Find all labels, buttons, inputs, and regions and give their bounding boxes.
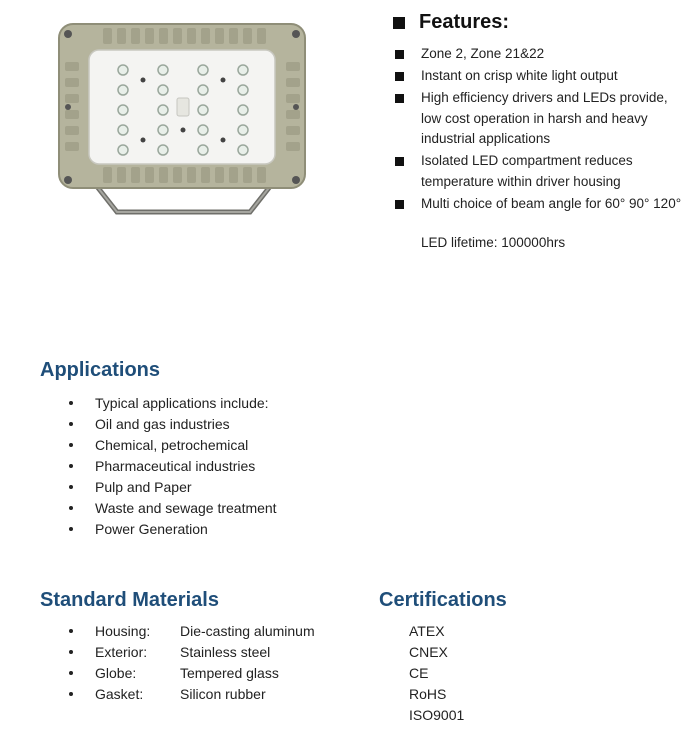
application-item: Oil and gas industries	[67, 414, 277, 435]
led-chip	[118, 125, 128, 135]
led-chip	[198, 105, 208, 115]
led-chip	[238, 125, 248, 135]
certification-item: CE	[409, 665, 429, 681]
led-chip	[198, 145, 208, 155]
features-title: Features:	[419, 11, 510, 33]
material-label: Housing:	[95, 623, 151, 639]
led-chip	[198, 85, 208, 95]
application-item: Chemical, petrochemical	[67, 435, 277, 456]
sensor-window	[177, 98, 189, 116]
material-value: Die-casting aluminum	[180, 623, 315, 639]
materials-heading: Standard Materials	[40, 589, 219, 611]
led-chip	[238, 105, 248, 115]
led-chip	[118, 105, 128, 115]
feature-item: Zone 2, Zone 21&22	[393, 44, 688, 65]
application-item: Pharmaceutical industries	[67, 456, 277, 477]
led-chip	[118, 65, 128, 75]
floodlight-product-image	[55, 22, 310, 218]
square-bullet-icon	[393, 17, 405, 29]
led-chip	[198, 125, 208, 135]
led-chip	[158, 85, 168, 95]
certifications-list	[409, 621, 464, 726]
application-item: Pulp and Paper	[67, 477, 277, 498]
led-chip	[198, 65, 208, 75]
application-item: Power Generation	[67, 519, 277, 540]
lens-screw	[221, 78, 226, 83]
feature-item: Isolated LED compartment reduces temperature within driver housing	[393, 151, 688, 192]
led-chip	[238, 145, 248, 155]
application-item: Waste and sewage treatment	[67, 498, 277, 519]
led-chip	[158, 125, 168, 135]
features-list	[393, 44, 688, 216]
applications-heading: Applications	[40, 359, 161, 381]
led-chip	[158, 65, 168, 75]
material-item	[67, 621, 357, 642]
certification-item: CNEX	[409, 644, 448, 660]
material-label: Exterior:	[95, 644, 148, 660]
led-chip	[158, 105, 168, 115]
certifications-heading: Certifications	[379, 589, 507, 611]
applications-list	[67, 393, 277, 540]
led-chip	[158, 145, 168, 155]
certification-item: RoHS	[409, 686, 447, 702]
feature-item: Instant on crisp white light output	[393, 66, 688, 87]
application-item: Typical applications include:	[67, 393, 277, 414]
material-item	[67, 642, 357, 663]
led-chip	[118, 145, 128, 155]
materials-list	[67, 621, 357, 705]
led-chip	[238, 85, 248, 95]
material-value: Stainless steel	[180, 644, 271, 660]
material-item	[67, 663, 357, 684]
material-label: Gasket:	[95, 686, 144, 702]
features-heading	[393, 11, 509, 34]
material-label: Globe:	[95, 665, 137, 681]
material-value: Silicon rubber	[180, 686, 266, 702]
certification-item: ISO9001	[409, 707, 465, 723]
lens-screw	[141, 138, 146, 143]
led-chip	[238, 65, 248, 75]
led-chip	[118, 85, 128, 95]
material-item	[67, 684, 357, 705]
material-value: Tempered glass	[180, 665, 279, 681]
feature-item: High efficiency drivers and LEDs provide, low cost operation in harsh and heavy industrial applications	[393, 88, 688, 150]
lens-screw	[181, 128, 186, 133]
led-lifetime: LED lifetime: 100000hrs	[421, 235, 566, 250]
lens-screw	[221, 138, 226, 143]
certification-item: ATEX	[409, 623, 445, 639]
feature-item: Multi choice of beam angle for 60° 90° 120°	[393, 194, 688, 215]
lens-screw	[141, 78, 146, 83]
